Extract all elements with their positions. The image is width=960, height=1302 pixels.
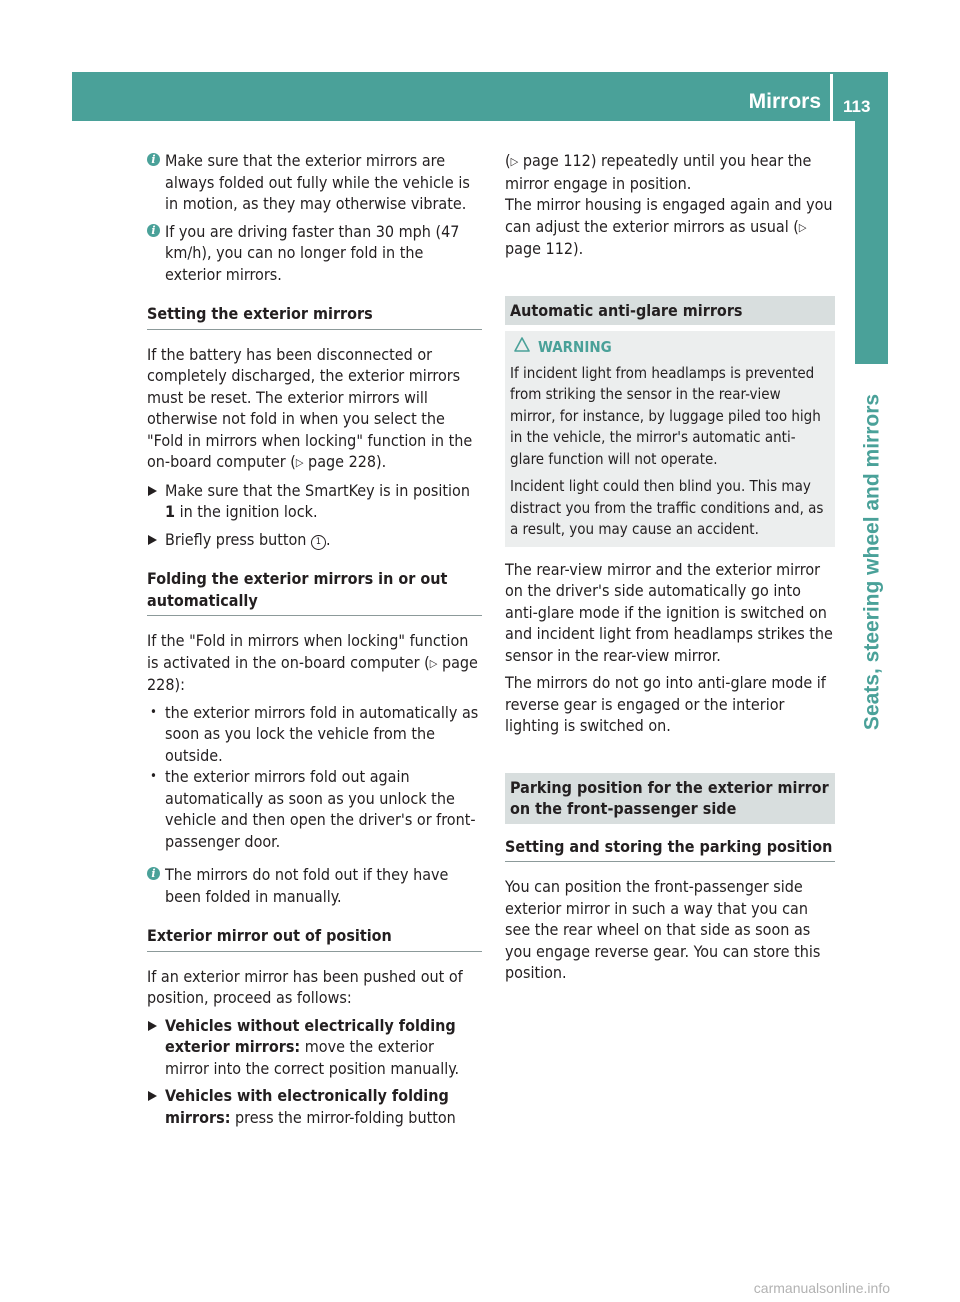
step: Make sure that the SmartKey is in position 1 in the ignition lock. [147,480,482,523]
paragraph: If an exterior mirror has been pushed out of position, proceed as follows: [147,966,463,1007]
list-item: • the exterior mirrors fold in automatically as soon as you lock the vehicle from the outside. [150,702,479,765]
step: Vehicles without electrically folding exterior mirrors: move the exterior mirror into the correct position manually. [147,1015,482,1080]
triangle-right-icon: ▷ [295,456,304,469]
arrow-right-icon [148,1091,157,1101]
side-tab-label: Seats, steering wheel and mirrors [860,393,884,731]
paragraph: (▷ page 112) repeatedly until you hear the mirror engage in position. [505,151,812,193]
info-icon: i [147,224,160,237]
warning-triangle-icon [514,337,530,359]
step: Briefly press button 1 . [147,529,482,551]
side-tab-block [855,121,888,364]
subheading: Setting the exterior mirrors [147,303,482,330]
page-reference[interactable]: page 228): [147,652,478,694]
paragraph: The rear-view mirror and the exterior mirror on the driver's side automatically go into anti-glare mode if the ignition is switched on and incident light from headlamps strikes the sensor in the rear-view mirror. [505,559,833,665]
paragraph: You can position the front-passenger side exterior mirror in such a way that you can see the rear wheel on that side as soon as you engage reverse gear. You can store this position. [505,877,821,982]
left-column [147,150,482,1128]
bullet-icon: • [150,704,157,720]
page-reference[interactable]: page 228). [308,452,387,471]
section-heading: Parking position for the exterior mirror on the front-passenger side [505,773,835,824]
triangle-right-icon: ▷ [429,656,438,670]
paragraph: If the battery has been disconnected or completely discharged, the exterior mirrors must be reset. The exterior mirrors will otherwise not fold in when you select the "Fold in mirrors when locking" function in the on-board computer (▷ page 228). [147,344,473,471]
subheading: Setting and storing the parking position [505,836,835,863]
header-divider [830,74,833,121]
step: Vehicles with electronically folding mirrors: press the mirror-folding button [147,1085,482,1128]
info-icon: i [147,153,160,166]
side-tab [857,372,887,752]
paragraph: If the "Fold in mirrors when locking" function is activated in the on-board computer (▷ page 228): [147,631,478,694]
paragraph: The mirrors do not go into anti-glare mode if reverse gear is engaged or the interior lighting is switched on. [505,673,826,735]
info-note: i The mirrors do not fold out if they have been folded in manually. [147,864,482,907]
warning-text: Incident light could then blind you. This may distract you from the traffic conditions and, as a result, you may cause an accident. [510,477,824,538]
watermark: carmanualsonline.info [753,1280,890,1296]
subheading: Folding the exterior mirrors in or out automatically [147,568,482,616]
page-number: 113 [843,97,871,116]
triangle-right-icon: ▷ [798,220,807,234]
button-number-icon: 1 [311,535,326,550]
page-reference[interactable]: page 112) repeatedly until you hear the mirror engage in position. [505,151,812,193]
paragraph: The mirror housing is engaged again and you can adjust the exterior mirrors as usual (▷ page 112). [505,195,833,258]
info-note: i Make sure that the exterior mirrors are always folded out fully while the vehicle is in motion, as they may otherwise vibrate. [147,150,482,215]
right-column [505,150,835,984]
section-heading: Automatic anti-glare mirrors [505,296,835,326]
info-icon: i [147,867,160,880]
warning-title: WARNING [510,337,829,359]
bullet-icon: • [150,769,157,784]
info-note: i If you are driving faster than 30 mph (47 km/h), you can no longer fold in the exterior mirrors. [147,221,482,286]
triangle-right-icon: ▷ [510,155,519,168]
arrow-right-icon [148,486,157,496]
warning-box [505,331,835,547]
subheading: Exterior mirror out of position [147,925,482,952]
list-item: • the exterior mirrors fold out again automatically as soon as you unlock the vehicle and then open the driver's or front-passenger door. [150,767,476,851]
warning-text: If incident light from headlamps is prevented from striking the sensor in the rear-view mirror, for instance, by luggage piled too high in the vehicle, the mirror's automatic anti-glare function will not operate. [510,363,821,468]
page-reference[interactable]: page 112). [505,239,584,258]
arrow-right-icon [148,535,157,545]
arrow-right-icon [148,1021,157,1031]
header-title: Mirrors [748,90,821,113]
